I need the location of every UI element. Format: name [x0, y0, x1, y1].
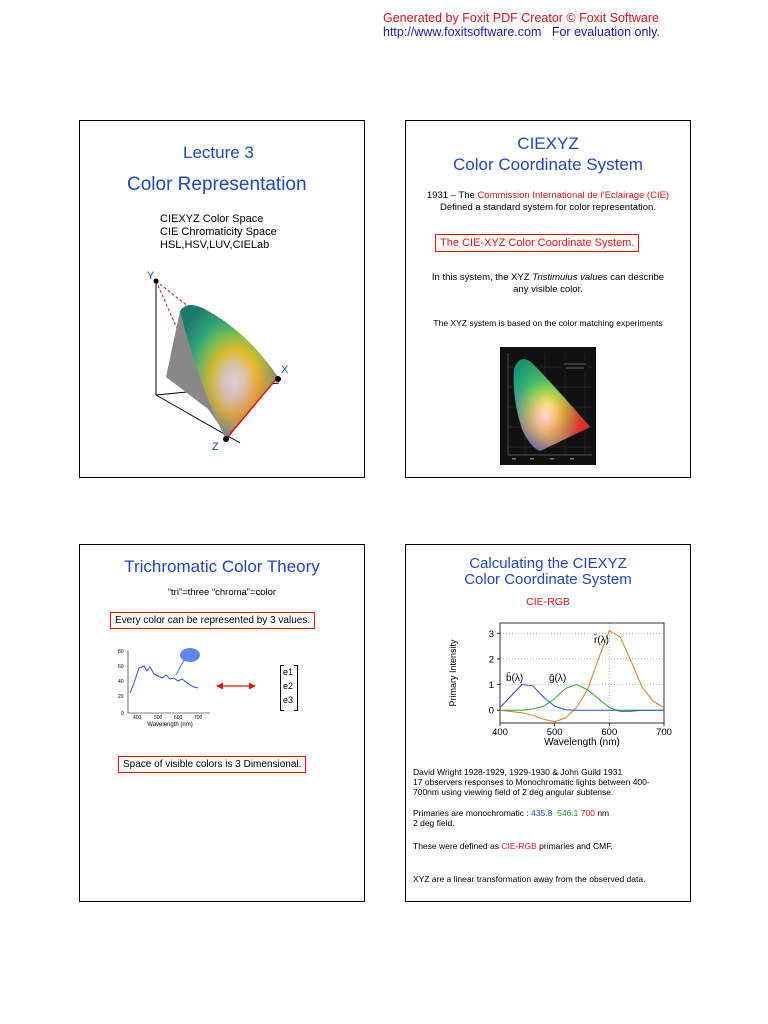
- primary-green-value: 546.1: [557, 808, 579, 818]
- slide-4: [405, 544, 691, 902]
- topic-item: HSL,HSV,LUV,CIELab: [160, 239, 270, 251]
- mini-xlabel: Wavelength (nm): [147, 722, 193, 728]
- series-line: [489, 685, 675, 711]
- mini-ytick: 60: [118, 664, 124, 670]
- plot-frame: [500, 623, 664, 723]
- slide-1: [79, 120, 365, 478]
- series-label: b̄(λ): [506, 673, 524, 684]
- linear-transformation-text: XYZ are a linear transformation away from the observed data.: [413, 874, 646, 884]
- experiments-text: The XYZ system is based on the color matching experiments: [433, 318, 663, 328]
- mini-ytick: 20: [118, 694, 124, 700]
- slide-2-title: [406, 133, 690, 175]
- chart-grid: [500, 623, 664, 723]
- y-axis-label: Primary Intensity: [448, 639, 458, 707]
- tristimulus-text: In this system, the XYZ Tristimulus values can describe any visible color.: [431, 272, 665, 295]
- y-tick-label: 0: [488, 705, 494, 717]
- cie-rgb-subtitle: CIE-RGB: [526, 596, 570, 608]
- x-tick-label: 700: [656, 727, 672, 738]
- wright-guild-paragraph: David Wright 1928-1929, 1929-1930 & John Guild 1931 17 observers responses to Monochromatic lights between 400- 700nm using viewing field of 2 deg angular subtense.: [413, 767, 650, 797]
- watermark-line1: Generated by Foxit PDF Creator © Foxit Software: [383, 11, 659, 25]
- lecture-label: Lecture 3: [183, 143, 254, 162]
- axis-x-label: X: [281, 364, 289, 376]
- topic-item: CIE Chromaticity Space: [160, 226, 277, 238]
- slide-2-title-line1: CIEXYZ: [517, 134, 579, 153]
- mini-ytick: 40: [118, 679, 124, 685]
- watermark-note: For evaluation only.: [551, 25, 660, 39]
- mini-ytick: 0: [121, 711, 124, 717]
- y-tick-label: 2: [488, 654, 494, 666]
- chart-labels: [448, 629, 672, 748]
- x-axis-label: Wavelength (nm): [544, 737, 620, 748]
- mini-spectrum-curve: [130, 666, 198, 693]
- slide-2-title-line2: Color Coordinate System: [453, 155, 643, 174]
- series-label: ḡ(λ): [549, 673, 567, 684]
- double-arrow-icon: [216, 681, 256, 691]
- mini-xtick: 700: [194, 715, 203, 721]
- mini-ytick: 80: [118, 649, 124, 655]
- cie-xyz-boxed-title: The CIE-XYZ Color Coordinate System.: [435, 234, 639, 252]
- primary-blue-value: 435.8: [531, 808, 553, 818]
- primaries-paragraph: Primaries are monochromatic : 435.8 546.1 700 nm 2 deg field.: [413, 808, 610, 828]
- tristimulus-term: Tristimulus values: [532, 272, 608, 283]
- y-tick-label: 3: [488, 628, 494, 640]
- slide-3: [79, 544, 365, 902]
- axis-z-label: Z: [212, 441, 219, 453]
- cie-xyz-3d-diagram: [130, 269, 310, 461]
- mini-xtick: 500: [154, 715, 163, 721]
- slide-4-title: [406, 556, 690, 588]
- cie-commission-name: Commission International de l’Eclairage (CIE): [477, 190, 670, 201]
- vector-component: e2: [283, 681, 294, 691]
- topic-item: CIEXYZ Color Space: [160, 213, 264, 225]
- cie-intro: [406, 190, 690, 214]
- vector-component: e1: [283, 667, 294, 677]
- mini-callout-bubble: [180, 648, 200, 662]
- topic-list: [160, 213, 277, 252]
- chromaticity-diagram-image: [500, 347, 596, 465]
- slide-4-title-line2: Color Coordinate System: [464, 571, 632, 588]
- tri-chroma-definition: “tri”=three “chroma”=color: [167, 587, 277, 598]
- mini-xtick: 600: [174, 715, 183, 721]
- slide-2: [405, 120, 691, 478]
- slide-3-title: Trichromatic Color Theory: [124, 557, 320, 576]
- cie-rgb-cmf-chart: [436, 611, 676, 761]
- x-tick-label: 600: [601, 727, 618, 738]
- y-tick-label: 1: [488, 680, 494, 692]
- series-label: r̄(λ): [594, 635, 609, 646]
- slide-1-title: Color Representation: [127, 174, 307, 195]
- slide-4-title-line1: Calculating the CIEXYZ: [469, 555, 627, 572]
- x-tick-label: 500: [546, 727, 563, 738]
- intro-line2: Defined a standard system for color representation.: [440, 202, 656, 213]
- intro-prefix: 1931 – The: [426, 190, 478, 201]
- watermark-url[interactable]: http://www.foxitsoftware.com: [383, 25, 542, 39]
- watermark: [383, 11, 660, 39]
- three-dimensional-box: Space of visible colors is 3 Dimensional.: [118, 756, 306, 773]
- mini-xtick: 400: [133, 715, 142, 721]
- primary-red-value: 700: [580, 808, 595, 818]
- cie-rgb-definition: These were defined as CIE-RGB primaries and CMF.: [413, 841, 613, 851]
- vector-component: e3: [283, 695, 294, 705]
- every-color-box: Every color can be represented by 3 values.: [110, 612, 315, 629]
- mini-spectrum-chart: [114, 645, 214, 729]
- e-vector: [280, 665, 298, 711]
- x-tick-label: 400: [492, 727, 508, 738]
- axis-y-label: Y: [147, 270, 155, 282]
- cie-rgb-term: CIE-RGB: [501, 841, 537, 851]
